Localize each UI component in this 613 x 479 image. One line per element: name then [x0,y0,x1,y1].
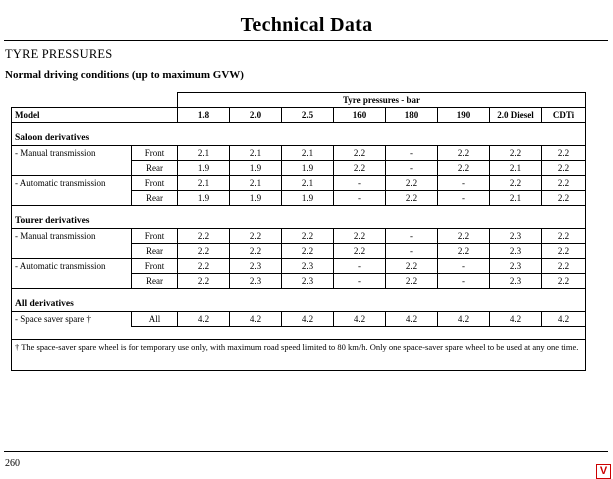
position-cell: Rear [132,191,178,206]
value-cell: - [334,259,386,274]
table-row [12,191,586,206]
value-cell: 2.2 [386,191,438,206]
value-cell: 2.3 [230,274,282,289]
value-cell: 2.2 [490,146,542,161]
value-cell: 2.2 [386,176,438,191]
value-cell: 2.3 [490,274,542,289]
column-header: CDTi [542,108,586,123]
model-cell: - Manual transmission [12,146,132,161]
table-row [12,229,586,244]
value-cell: 2.2 [334,146,386,161]
page-number: 260 [5,458,20,469]
page-title: Technical Data [240,14,373,36]
value-cell: 2.2 [386,259,438,274]
value-cell: 2.2 [490,176,542,191]
value-cell: 4.2 [438,312,490,327]
group-row [12,206,586,229]
value-cell: - [438,274,490,289]
value-cell: 2.2 [542,259,586,274]
value-cell: 2.2 [542,229,586,244]
value-cell: 2.1 [282,146,334,161]
value-cell: 2.2 [542,274,586,289]
model-cell [12,191,132,206]
model-cell [12,244,132,259]
position-cell: Front [132,146,178,161]
group-label: All derivatives [12,289,586,312]
model-cell: - Automatic transmission [12,176,132,191]
column-header: 160 [334,108,386,123]
value-cell: 2.1 [178,146,230,161]
position-cell: Rear [132,244,178,259]
subheading: Normal driving conditions (up to maximum GVW) [5,69,244,81]
value-cell: 2.1 [230,176,282,191]
footnote-row [12,340,586,371]
value-cell: 4.2 [282,312,334,327]
model-cell [12,274,132,289]
value-cell: 2.3 [490,259,542,274]
value-cell: - [334,191,386,206]
value-cell: 2.3 [490,229,542,244]
footer-rule [4,451,608,452]
value-cell: - [386,146,438,161]
column-header: 2.5 [282,108,334,123]
value-cell: 2.2 [542,161,586,176]
column-header: 180 [386,108,438,123]
value-cell: - [386,229,438,244]
value-cell: 2.2 [542,176,586,191]
column-header: 2.0 Diesel [490,108,542,123]
value-cell: 2.2 [438,146,490,161]
value-cell: 2.1 [282,176,334,191]
value-cell: 2.3 [282,259,334,274]
tyre-pressure-table [11,92,586,371]
value-cell: 2.2 [542,191,586,206]
value-cell: 2.1 [490,191,542,206]
value-cell: - [438,176,490,191]
value-cell: 2.1 [230,146,282,161]
position-cell: Front [132,176,178,191]
spacer-cell [12,327,586,340]
model-header: Model [12,108,178,123]
value-cell: 2.2 [438,244,490,259]
table-body [12,93,586,371]
value-cell: - [334,176,386,191]
value-cell: - [334,274,386,289]
value-cell: 2.2 [438,229,490,244]
column-header: 1.8 [178,108,230,123]
position-cell: Rear [132,161,178,176]
table-row [12,259,586,274]
position-cell: All [132,312,178,327]
value-cell: 4.2 [490,312,542,327]
model-cell: - Manual transmission [12,229,132,244]
value-cell: 1.9 [230,191,282,206]
value-cell: 2.2 [178,229,230,244]
value-cell: - [438,191,490,206]
value-cell: 2.2 [542,146,586,161]
value-cell: 2.2 [334,244,386,259]
value-cell: - [386,161,438,176]
value-cell: 1.9 [282,191,334,206]
value-cell: 2.2 [334,161,386,176]
value-cell: 4.2 [178,312,230,327]
value-cell: 4.2 [334,312,386,327]
tyre-pressure-table-wrapper [11,92,586,371]
position-cell: Front [132,259,178,274]
value-cell: 2.2 [282,229,334,244]
value-cell: 4.2 [230,312,282,327]
value-cell: 2.2 [230,229,282,244]
value-cell: 2.2 [386,274,438,289]
value-cell: 2.2 [178,244,230,259]
model-cell: - Space saver spare † [12,312,132,327]
table-row [12,312,586,327]
header-row-group [12,93,586,108]
table-row [12,274,586,289]
value-cell: 2.1 [178,176,230,191]
value-cell: 2.3 [230,259,282,274]
spacer-row [12,327,586,340]
group-row [12,289,586,312]
value-cell: - [438,259,490,274]
header-row-columns [12,108,586,123]
value-cell: 1.9 [282,161,334,176]
value-cell: - [386,244,438,259]
table-row [12,161,586,176]
position-cell: Rear [132,274,178,289]
value-cell: 2.2 [334,229,386,244]
value-cell: 2.2 [438,161,490,176]
value-cell: 4.2 [386,312,438,327]
value-cell: 2.2 [282,244,334,259]
value-cell: 2.2 [542,244,586,259]
group-row [12,123,586,146]
group-label: Saloon derivatives [12,123,586,146]
value-cell: 2.3 [490,244,542,259]
value-cell: 4.2 [542,312,586,327]
value-cell: 2.1 [490,161,542,176]
column-header: 2.0 [230,108,282,123]
footnote: † The space-saver spare wheel is for temporary use only, with maximum road speed limited to 80 km/h. Only one space-saver spare wheel to be used at any one time. [12,340,586,371]
model-cell: - Automatic transmission [12,259,132,274]
group-label: Tourer derivatives [12,206,586,229]
value-cell: 1.9 [178,161,230,176]
table-row [12,146,586,161]
section-heading: TYRE PRESSURES [5,47,113,61]
table-row [12,176,586,191]
brand-logo: V [596,464,611,479]
header-blank [12,93,178,108]
value-cell: 2.2 [178,259,230,274]
value-cell: 1.9 [178,191,230,206]
column-header: 190 [438,108,490,123]
model-cell [12,161,132,176]
value-cell: 2.2 [230,244,282,259]
header-rule [4,40,608,41]
position-cell: Front [132,229,178,244]
value-cell: 2.3 [282,274,334,289]
table-row [12,244,586,259]
value-cell: 1.9 [230,161,282,176]
tyre-pressures-header: Tyre pressures - bar [178,93,586,108]
value-cell: 2.2 [178,274,230,289]
